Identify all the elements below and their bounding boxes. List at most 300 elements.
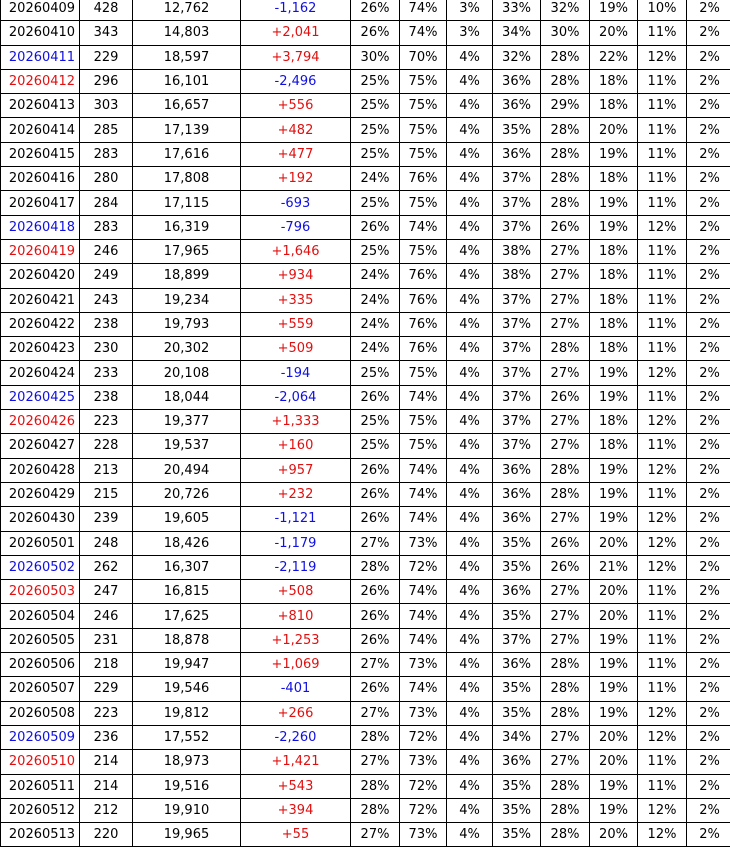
pct-cell-8: 2% <box>687 507 730 531</box>
pct-cell-4: 36% <box>493 142 541 166</box>
total-cell: 17,139 <box>133 118 241 142</box>
pct-cell-1: 26% <box>351 21 400 45</box>
count-cell: 249 <box>80 264 133 288</box>
pct-cell-5: 27% <box>541 434 590 458</box>
pct-cell-2: 74% <box>400 677 447 701</box>
pct-cell-5: 28% <box>541 701 590 725</box>
pct-cell-8: 2% <box>687 774 730 798</box>
date-cell: 20260421 <box>1 288 80 312</box>
change-cell: -1,121 <box>241 507 351 531</box>
pct-cell-8: 2% <box>687 21 730 45</box>
pct-cell-7: 12% <box>638 507 687 531</box>
pct-cell-8: 2% <box>687 555 730 579</box>
pct-cell-8: 2% <box>687 337 730 361</box>
change-cell: +394 <box>241 798 351 822</box>
pct-cell-8: 2% <box>687 458 730 482</box>
pct-cell-6: 20% <box>590 531 638 555</box>
date-cell: 20260410 <box>1 21 80 45</box>
pct-cell-4: 36% <box>493 458 541 482</box>
table-row <box>1 45 730 69</box>
pct-cell-7: 11% <box>638 628 687 652</box>
change-cell: +477 <box>241 142 351 166</box>
pct-cell-2: 74% <box>400 215 447 239</box>
pct-cell-3: 4% <box>447 142 493 166</box>
table-row <box>1 142 730 166</box>
pct-cell-7: 12% <box>638 45 687 69</box>
pct-cell-4: 36% <box>493 653 541 677</box>
change-cell: +266 <box>241 701 351 725</box>
pct-cell-4: 37% <box>493 628 541 652</box>
pct-cell-3: 4% <box>447 385 493 409</box>
pct-cell-7: 11% <box>638 264 687 288</box>
total-cell: 19,793 <box>133 312 241 336</box>
pct-cell-2: 73% <box>400 701 447 725</box>
date-cell: 20260409 <box>1 0 80 21</box>
pct-cell-1: 24% <box>351 167 400 191</box>
count-cell: 246 <box>80 239 133 263</box>
pct-cell-6: 18% <box>590 94 638 118</box>
pct-cell-8: 2% <box>687 798 730 822</box>
pct-cell-2: 76% <box>400 167 447 191</box>
count-cell: 230 <box>80 337 133 361</box>
pct-cell-4: 36% <box>493 507 541 531</box>
pct-cell-8: 2% <box>687 312 730 336</box>
date-cell: 20260509 <box>1 725 80 749</box>
count-cell: 220 <box>80 823 133 847</box>
pct-cell-8: 2% <box>687 94 730 118</box>
pct-cell-6: 22% <box>590 45 638 69</box>
change-cell: -2,260 <box>241 725 351 749</box>
total-cell: 18,899 <box>133 264 241 288</box>
count-cell: 303 <box>80 94 133 118</box>
pct-cell-7: 10% <box>638 0 687 21</box>
pct-cell-1: 26% <box>351 482 400 506</box>
total-cell: 17,965 <box>133 239 241 263</box>
pct-cell-5: 32% <box>541 0 590 21</box>
count-cell: 247 <box>80 580 133 604</box>
count-cell: 215 <box>80 482 133 506</box>
change-cell: -2,064 <box>241 385 351 409</box>
change-cell: +2,041 <box>241 21 351 45</box>
pct-cell-6: 19% <box>590 507 638 531</box>
pct-cell-2: 72% <box>400 798 447 822</box>
pct-cell-7: 12% <box>638 361 687 385</box>
date-cell: 20260417 <box>1 191 80 215</box>
table-row <box>1 312 730 336</box>
table-row <box>1 507 730 531</box>
pct-cell-5: 28% <box>541 118 590 142</box>
total-cell: 19,537 <box>133 434 241 458</box>
count-cell: 218 <box>80 653 133 677</box>
change-cell: +556 <box>241 94 351 118</box>
pct-cell-8: 2% <box>687 45 730 69</box>
table-row <box>1 118 730 142</box>
total-cell: 16,657 <box>133 94 241 118</box>
table-row <box>1 264 730 288</box>
pct-cell-1: 26% <box>351 458 400 482</box>
pct-cell-3: 4% <box>447 45 493 69</box>
pct-cell-4: 36% <box>493 482 541 506</box>
total-cell: 20,302 <box>133 337 241 361</box>
date-cell: 20260504 <box>1 604 80 628</box>
pct-cell-5: 28% <box>541 482 590 506</box>
count-cell: 223 <box>80 701 133 725</box>
pct-cell-4: 37% <box>493 337 541 361</box>
pct-cell-6: 20% <box>590 118 638 142</box>
pct-cell-3: 4% <box>447 604 493 628</box>
pct-cell-4: 36% <box>493 69 541 93</box>
pct-cell-4: 37% <box>493 288 541 312</box>
table-row <box>1 167 730 191</box>
pct-cell-3: 4% <box>447 507 493 531</box>
pct-cell-8: 2% <box>687 677 730 701</box>
pct-cell-6: 19% <box>590 361 638 385</box>
pct-cell-4: 36% <box>493 580 541 604</box>
pct-cell-8: 2% <box>687 725 730 749</box>
pct-cell-1: 25% <box>351 361 400 385</box>
pct-cell-1: 25% <box>351 410 400 434</box>
pct-cell-4: 35% <box>493 701 541 725</box>
pct-cell-3: 4% <box>447 653 493 677</box>
pct-cell-7: 12% <box>638 410 687 434</box>
pct-cell-8: 2% <box>687 410 730 434</box>
total-cell: 19,965 <box>133 823 241 847</box>
pct-cell-5: 27% <box>541 361 590 385</box>
count-cell: 284 <box>80 191 133 215</box>
pct-cell-2: 74% <box>400 604 447 628</box>
pct-cell-2: 74% <box>400 385 447 409</box>
total-cell: 19,516 <box>133 774 241 798</box>
pct-cell-2: 72% <box>400 774 447 798</box>
pct-cell-1: 27% <box>351 823 400 847</box>
date-cell: 20260414 <box>1 118 80 142</box>
pct-cell-5: 28% <box>541 677 590 701</box>
count-cell: 296 <box>80 69 133 93</box>
total-cell: 19,910 <box>133 798 241 822</box>
total-cell: 16,101 <box>133 69 241 93</box>
pct-cell-6: 19% <box>590 482 638 506</box>
date-cell: 20260512 <box>1 798 80 822</box>
pct-cell-6: 19% <box>590 142 638 166</box>
total-cell: 16,815 <box>133 580 241 604</box>
pct-cell-1: 24% <box>351 288 400 312</box>
change-cell: -796 <box>241 215 351 239</box>
pct-cell-3: 4% <box>447 580 493 604</box>
pct-cell-5: 30% <box>541 21 590 45</box>
change-cell: +1,333 <box>241 410 351 434</box>
table-row <box>1 677 730 701</box>
pct-cell-2: 74% <box>400 507 447 531</box>
pct-cell-2: 75% <box>400 191 447 215</box>
change-cell: -1,162 <box>241 0 351 21</box>
pct-cell-3: 4% <box>447 798 493 822</box>
change-cell: -1,179 <box>241 531 351 555</box>
pct-cell-4: 37% <box>493 312 541 336</box>
pct-cell-5: 26% <box>541 555 590 579</box>
count-cell: 228 <box>80 434 133 458</box>
pct-cell-4: 37% <box>493 215 541 239</box>
table-row <box>1 69 730 93</box>
table-row <box>1 798 730 822</box>
pct-cell-7: 11% <box>638 677 687 701</box>
pct-cell-1: 25% <box>351 69 400 93</box>
total-cell: 17,552 <box>133 725 241 749</box>
count-cell: 285 <box>80 118 133 142</box>
pct-cell-3: 4% <box>447 410 493 434</box>
pct-cell-2: 74% <box>400 21 447 45</box>
change-cell: +957 <box>241 458 351 482</box>
count-cell: 239 <box>80 507 133 531</box>
change-cell: +1,253 <box>241 628 351 652</box>
change-cell: +3,794 <box>241 45 351 69</box>
table-row <box>1 410 730 434</box>
pct-cell-5: 28% <box>541 45 590 69</box>
date-cell: 20260413 <box>1 94 80 118</box>
pct-cell-5: 28% <box>541 142 590 166</box>
pct-cell-3: 4% <box>447 458 493 482</box>
pct-cell-8: 2% <box>687 482 730 506</box>
pct-cell-6: 18% <box>590 288 638 312</box>
pct-cell-8: 2% <box>687 628 730 652</box>
pct-cell-3: 4% <box>447 118 493 142</box>
pct-cell-6: 19% <box>590 0 638 21</box>
table-row <box>1 288 730 312</box>
total-cell: 20,726 <box>133 482 241 506</box>
pct-cell-3: 4% <box>447 555 493 579</box>
pct-cell-5: 27% <box>541 264 590 288</box>
pct-cell-6: 19% <box>590 458 638 482</box>
pct-cell-5: 28% <box>541 798 590 822</box>
pct-cell-5: 28% <box>541 458 590 482</box>
date-cell: 20260416 <box>1 167 80 191</box>
table-row <box>1 385 730 409</box>
table-row <box>1 337 730 361</box>
pct-cell-5: 26% <box>541 215 590 239</box>
change-cell: +934 <box>241 264 351 288</box>
pct-cell-5: 27% <box>541 580 590 604</box>
pct-cell-4: 35% <box>493 118 541 142</box>
date-cell: 20260513 <box>1 823 80 847</box>
pct-cell-3: 4% <box>447 482 493 506</box>
pct-cell-7: 12% <box>638 531 687 555</box>
pct-cell-6: 18% <box>590 264 638 288</box>
pct-cell-8: 2% <box>687 69 730 93</box>
table-row <box>1 774 730 798</box>
pct-cell-1: 26% <box>351 580 400 604</box>
change-cell: +482 <box>241 118 351 142</box>
pct-cell-3: 4% <box>447 531 493 555</box>
pct-cell-8: 2% <box>687 701 730 725</box>
count-cell: 283 <box>80 215 133 239</box>
pct-cell-1: 24% <box>351 312 400 336</box>
change-cell: -2,119 <box>241 555 351 579</box>
pct-cell-3: 4% <box>447 823 493 847</box>
pct-cell-2: 76% <box>400 264 447 288</box>
pct-cell-6: 19% <box>590 215 638 239</box>
count-cell: 238 <box>80 312 133 336</box>
pct-cell-3: 4% <box>447 628 493 652</box>
pct-cell-5: 28% <box>541 823 590 847</box>
change-cell: +1,646 <box>241 239 351 263</box>
total-cell: 17,115 <box>133 191 241 215</box>
pct-cell-8: 2% <box>687 191 730 215</box>
pct-cell-6: 19% <box>590 798 638 822</box>
pct-cell-3: 4% <box>447 725 493 749</box>
pct-cell-1: 26% <box>351 628 400 652</box>
pct-cell-1: 24% <box>351 264 400 288</box>
total-cell: 16,307 <box>133 555 241 579</box>
pct-cell-1: 26% <box>351 507 400 531</box>
table-row <box>1 239 730 263</box>
pct-cell-7: 11% <box>638 191 687 215</box>
table-row <box>1 750 730 774</box>
pct-cell-6: 18% <box>590 434 638 458</box>
pct-cell-6: 20% <box>590 604 638 628</box>
pct-cell-2: 74% <box>400 580 447 604</box>
pct-cell-2: 75% <box>400 94 447 118</box>
pct-cell-7: 11% <box>638 653 687 677</box>
pct-cell-7: 11% <box>638 118 687 142</box>
count-cell: 229 <box>80 45 133 69</box>
pct-cell-1: 26% <box>351 677 400 701</box>
pct-cell-5: 27% <box>541 239 590 263</box>
total-cell: 18,597 <box>133 45 241 69</box>
count-cell: 214 <box>80 774 133 798</box>
pct-cell-8: 2% <box>687 0 730 21</box>
change-cell: -693 <box>241 191 351 215</box>
count-cell: 262 <box>80 555 133 579</box>
pct-cell-1: 25% <box>351 142 400 166</box>
pct-cell-8: 2% <box>687 167 730 191</box>
change-cell: +508 <box>241 580 351 604</box>
date-cell: 20260420 <box>1 264 80 288</box>
pct-cell-8: 2% <box>687 434 730 458</box>
pct-cell-2: 74% <box>400 458 447 482</box>
pct-cell-5: 28% <box>541 69 590 93</box>
pct-cell-7: 11% <box>638 312 687 336</box>
pct-cell-6: 20% <box>590 580 638 604</box>
total-cell: 16,319 <box>133 215 241 239</box>
table-row <box>1 604 730 628</box>
date-cell: 20260427 <box>1 434 80 458</box>
pct-cell-2: 75% <box>400 361 447 385</box>
date-cell: 20260415 <box>1 142 80 166</box>
table-row <box>1 434 730 458</box>
pct-cell-4: 37% <box>493 434 541 458</box>
pct-cell-1: 25% <box>351 239 400 263</box>
pct-cell-7: 11% <box>638 385 687 409</box>
pct-cell-6: 19% <box>590 701 638 725</box>
total-cell: 18,973 <box>133 750 241 774</box>
change-cell: +192 <box>241 167 351 191</box>
pct-cell-4: 36% <box>493 750 541 774</box>
date-cell: 20260505 <box>1 628 80 652</box>
pct-cell-4: 35% <box>493 531 541 555</box>
pct-cell-7: 11% <box>638 21 687 45</box>
pct-cell-6: 20% <box>590 750 638 774</box>
pct-cell-5: 28% <box>541 653 590 677</box>
pct-cell-3: 4% <box>447 94 493 118</box>
count-cell: 280 <box>80 167 133 191</box>
pct-cell-7: 11% <box>638 337 687 361</box>
pct-cell-2: 76% <box>400 312 447 336</box>
pct-cell-7: 11% <box>638 94 687 118</box>
pct-cell-3: 4% <box>447 361 493 385</box>
pct-cell-7: 11% <box>638 288 687 312</box>
table-row <box>1 580 730 604</box>
pct-cell-2: 75% <box>400 410 447 434</box>
pct-cell-7: 11% <box>638 434 687 458</box>
pct-cell-4: 34% <box>493 725 541 749</box>
pct-cell-4: 35% <box>493 677 541 701</box>
change-cell: +543 <box>241 774 351 798</box>
total-cell: 17,625 <box>133 604 241 628</box>
change-cell: +335 <box>241 288 351 312</box>
pct-cell-3: 4% <box>447 774 493 798</box>
pct-cell-4: 37% <box>493 167 541 191</box>
pct-cell-6: 18% <box>590 69 638 93</box>
pct-cell-1: 26% <box>351 215 400 239</box>
pct-cell-7: 12% <box>638 458 687 482</box>
pct-cell-8: 2% <box>687 385 730 409</box>
pct-cell-6: 19% <box>590 774 638 798</box>
count-cell: 229 <box>80 677 133 701</box>
pct-cell-3: 3% <box>447 21 493 45</box>
pct-cell-3: 3% <box>447 0 493 21</box>
count-cell: 246 <box>80 604 133 628</box>
pct-cell-1: 26% <box>351 0 400 21</box>
pct-cell-7: 11% <box>638 750 687 774</box>
pct-cell-1: 26% <box>351 604 400 628</box>
pct-cell-7: 11% <box>638 774 687 798</box>
pct-cell-3: 4% <box>447 191 493 215</box>
pct-cell-6: 19% <box>590 628 638 652</box>
pct-cell-6: 19% <box>590 677 638 701</box>
date-cell: 20260428 <box>1 458 80 482</box>
count-cell: 233 <box>80 361 133 385</box>
date-cell: 20260423 <box>1 337 80 361</box>
pct-cell-5: 28% <box>541 191 590 215</box>
pct-cell-8: 2% <box>687 604 730 628</box>
pct-cell-4: 32% <box>493 45 541 69</box>
table-row <box>1 628 730 652</box>
date-cell: 20260510 <box>1 750 80 774</box>
total-cell: 12,762 <box>133 0 241 21</box>
table-row <box>1 531 730 555</box>
pct-cell-3: 4% <box>447 701 493 725</box>
change-cell: -194 <box>241 361 351 385</box>
pct-cell-5: 28% <box>541 337 590 361</box>
pct-cell-1: 25% <box>351 191 400 215</box>
pct-cell-8: 2% <box>687 531 730 555</box>
pct-cell-5: 26% <box>541 385 590 409</box>
pct-cell-8: 2% <box>687 215 730 239</box>
table-row <box>1 555 730 579</box>
pct-cell-8: 2% <box>687 361 730 385</box>
date-cell: 20260506 <box>1 653 80 677</box>
pct-cell-4: 37% <box>493 191 541 215</box>
pct-cell-5: 29% <box>541 94 590 118</box>
pct-cell-8: 2% <box>687 118 730 142</box>
pct-cell-3: 4% <box>447 264 493 288</box>
pct-cell-4: 35% <box>493 555 541 579</box>
pct-cell-2: 74% <box>400 482 447 506</box>
pct-cell-3: 4% <box>447 69 493 93</box>
pct-cell-2: 75% <box>400 434 447 458</box>
pct-cell-4: 36% <box>493 94 541 118</box>
pct-cell-7: 12% <box>638 798 687 822</box>
total-cell: 19,605 <box>133 507 241 531</box>
